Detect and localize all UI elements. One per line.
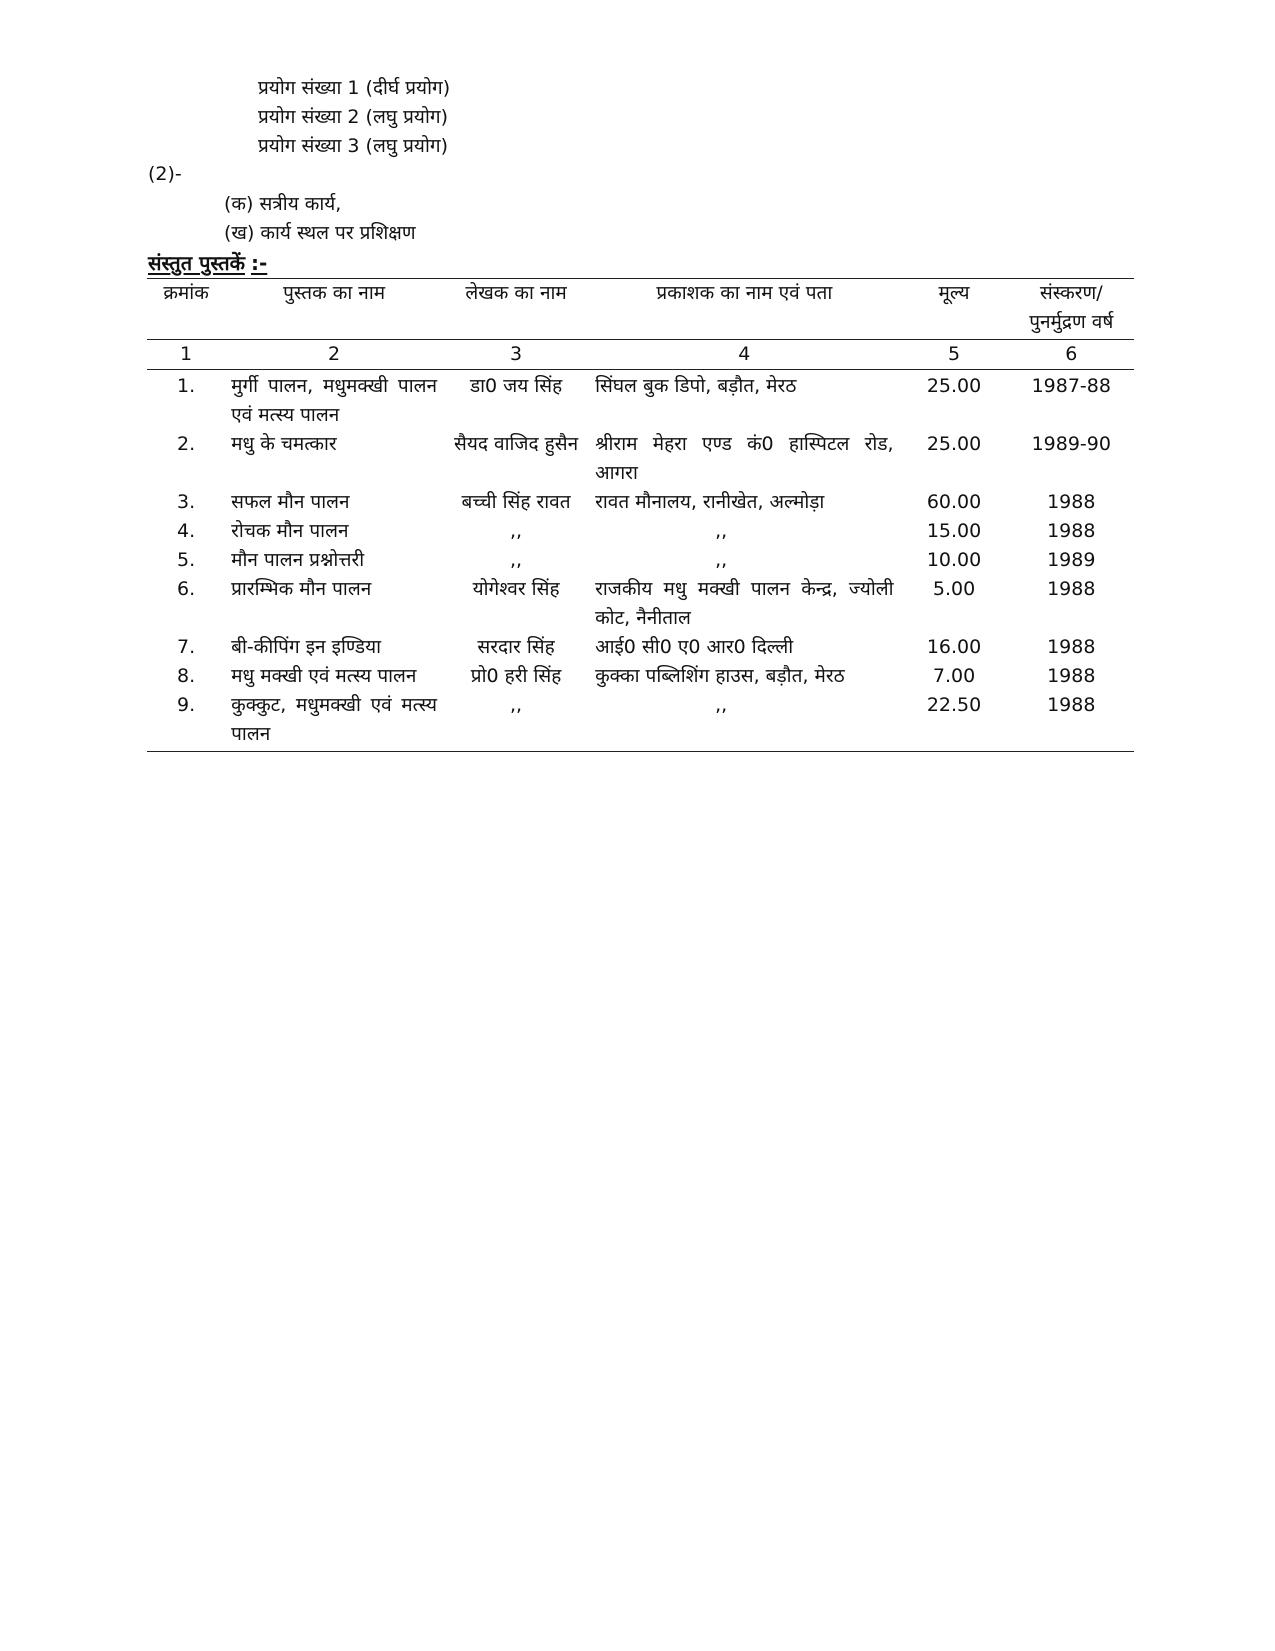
experiment-item-1: प्रयोग संख्या 1 (दीर्घ प्रयोग) (258, 77, 451, 99)
cell-publisher: आई0 सी0 ए0 आर0 दिल्ली (595, 636, 794, 658)
table-row (147, 633, 1134, 662)
experiment-list (258, 74, 450, 161)
cell-publisher: सिंघल बुक डिपो, बड़ौत, मेरठ (595, 375, 797, 397)
cell-serial: 6. (176, 578, 196, 600)
cell-year: 1987-88 (1031, 375, 1111, 397)
cell-author-ditto: ,, (443, 691, 589, 752)
table-row (147, 517, 1134, 546)
cell-year: 1988 (1047, 636, 1096, 658)
cell-publisher-ditto (589, 546, 899, 575)
col-number: 3 (443, 340, 589, 370)
cell-publisher: श्रीराम मेहरा एण्ड कं0 हास्पिटल रोड, आगरा (595, 433, 894, 484)
cell-serial: 1. (176, 375, 196, 397)
cell-price: 25.00 (926, 375, 982, 397)
cell-serial: 5. (176, 549, 196, 571)
cell-price: 7.00 (932, 665, 976, 687)
cell-publisher: रावत मौनालय, रानीखेत, अल्मोड़ा (595, 491, 825, 513)
experiment-item-3: प्रयोग संख्या 3 (लघु प्रयोग) (258, 135, 448, 157)
section-2-list (224, 190, 416, 248)
cell-author: योगेश्वर सिंह (472, 578, 560, 600)
cell-author-ditto: ,, (510, 549, 523, 571)
col-header-serial: क्रमांक (147, 279, 225, 340)
cell-title: मौन पालन प्रश्नोत्तरी (231, 549, 365, 571)
experiment-item-2: प्रयोग संख्या 2 (लघु प्रयोग) (258, 106, 448, 128)
col-header-book-name: पुस्तक का नाम (225, 279, 443, 340)
cell-publisher-ditto (589, 691, 899, 752)
col-number: 2 (225, 340, 443, 370)
cell-price: 60.00 (926, 491, 982, 513)
table-row (147, 546, 1134, 575)
cell-title: रोचक मौन पालन (231, 520, 349, 542)
ditto-mark: ,, (715, 549, 728, 571)
cell-title: प्रारम्भिक मौन पालन (231, 578, 372, 600)
cell-year: 1988 (1047, 520, 1096, 542)
cell-title: मुर्गी पालन, मधुमक्खी पालन एवं मत्स्य पालन (231, 375, 438, 426)
table-row (147, 430, 1134, 488)
cell-author: प्रो0 हरी सिंह (470, 665, 562, 687)
col-number: 4 (589, 340, 899, 370)
cell-year: 1989-90 (1031, 433, 1111, 455)
recommended-books-table (147, 278, 1134, 752)
section-2-item-ka: (क) सत्रीय कार्य, (224, 193, 342, 215)
cell-year: 1989 (1047, 549, 1096, 571)
cell-serial: 3. (176, 491, 196, 513)
recommended-books-heading (148, 249, 267, 276)
col-number: 1 (147, 340, 225, 370)
table-row (147, 662, 1134, 691)
section-2-label: (2)- (148, 163, 182, 185)
cell-price: 5.00 (932, 578, 976, 600)
cell-title: बी-कीपिंग इन इण्डिया (231, 636, 382, 658)
table-row (147, 370, 1134, 431)
cell-title: सफल मौन पालन (231, 491, 350, 513)
cell-price: 22.50 (900, 691, 1009, 752)
cell-year: 1988 (1009, 691, 1134, 752)
col-header-publisher: प्रकाशक का नाम एवं पता (589, 279, 899, 340)
cell-serial: 8. (176, 665, 196, 687)
cell-author: बच्ची सिंह रावत (461, 491, 571, 513)
cell-price: 15.00 (926, 520, 982, 542)
cell-title: मधु मक्खी एवं मत्स्य पालन (231, 665, 417, 687)
recommended-books-heading-text: संस्तुत पुस्तकें (148, 251, 245, 275)
cell-author-ditto: ,, (510, 520, 523, 542)
cell-author: डा0 जय सिंह (469, 375, 563, 397)
cell-year: 1988 (1047, 491, 1096, 513)
cell-price: 10.00 (926, 549, 982, 571)
cell-title: कुक्कुट, मधुमक्खी एवं मत्स्य पालन (225, 691, 443, 752)
table-header-row (147, 279, 1134, 340)
cell-serial: 9. (147, 691, 225, 752)
table-row (147, 691, 1134, 752)
table-row (147, 488, 1134, 517)
cell-publisher: कुक्का पब्लिशिंग हाउस, बड़ौत, मेरठ (595, 665, 845, 687)
col-header-author: लेखक का नाम (443, 279, 589, 340)
cell-publisher-ditto (589, 517, 899, 546)
cell-author: सैयद वाजिद हुसैन (454, 433, 579, 455)
cell-year: 1988 (1047, 665, 1096, 687)
table-column-number-row (147, 340, 1134, 370)
cell-title: मधु के चमत्कार (231, 433, 337, 455)
cell-price: 16.00 (926, 636, 982, 658)
ditto-mark: ,, (715, 694, 728, 716)
cell-serial: 4. (176, 520, 196, 542)
cell-publisher: राजकीय मधु मक्खी पालन केन्द्र, ज्योली कोट, नैनीताल (595, 578, 894, 629)
ditto-mark: ,, (715, 520, 728, 542)
col-number: 6 (1009, 340, 1134, 370)
cell-serial: 2. (176, 433, 196, 455)
col-number: 5 (900, 340, 1009, 370)
cell-author: सरदार सिंह (477, 636, 555, 658)
heading-separator: :- (250, 251, 268, 275)
cell-serial: 7. (176, 636, 196, 658)
col-header-edition-year: संस्करण/ पुनर्मुद्रण वर्ष (1009, 279, 1134, 340)
cell-year: 1988 (1047, 578, 1096, 600)
table-row (147, 575, 1134, 633)
section-2-item-kha: (ख) कार्य स्थल पर प्रशिक्षण (224, 222, 416, 244)
cell-price: 25.00 (926, 433, 982, 455)
col-header-price: मूल्य (900, 279, 1009, 340)
